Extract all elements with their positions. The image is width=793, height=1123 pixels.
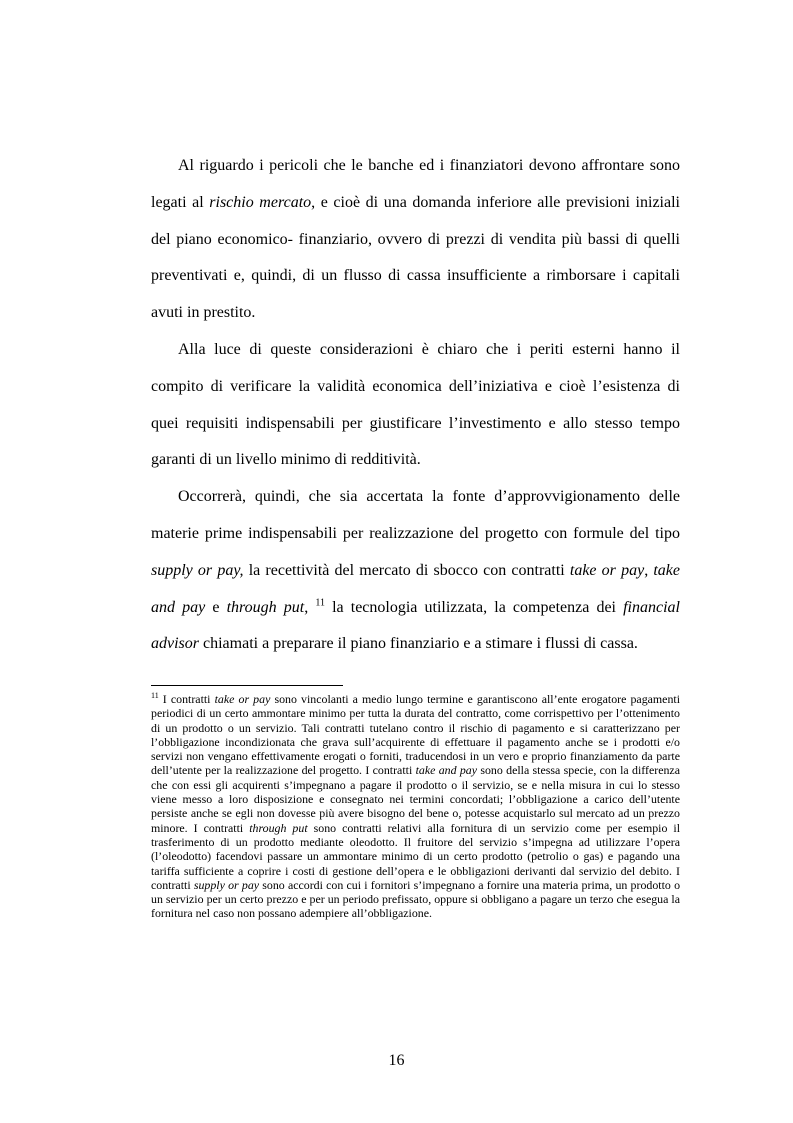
footnote: $^{11}$ I contratti take or pay sono vincolanti a medio lungo termine e garantiscono all’ente erogatore pagamenti periodici di un certo ammontare minimo per tutta la durata del contratto, come corrispettivo per l’ottenimento di un prodotto o un servizio. Tali contratti tutelano contro il rischio di pagamento e si caratterizzano per l’obbligazione incondizionata che grava sull’acquirente di effettuare il pagamento anche se i prodotti e/o servizi non vengano effettivamente erogati o forniti, traducendosi in un vero e proprio finanziamento da parte dell’utente per la realizzazione del progetto. I contratti take and pay sono della stessa specie, con la differenza che con essi gli acquirenti s’impegnano a pagare il prodotto o il servizio, se e nella misura in cui lo stesso viene messo a loro disposizione e consegnato nei termini concordati; l’obbligazione a carico dell’utente persiste anche se egli non dovesse più avere bisogno del bene o, potesse acquistarlo sul mercato ad un prezzo minore. I contratti through put sono contratti relativi alla fornitura di un servizio come per esempio il trasferimento di un prodotto mediante oleodotto. Il fruitore del servizio s’impegna ad utilizzare l’opera (l’oleodotto) facendovi passare un ammontare minimo di un certo prodotto (petrolio o gas) e pagando una tariffa sufficiente a coprire i costi di gestione dell’opera e le obbligazioni derivanti dal servizio del debito. I contratti supply or pay sono accordi con cui i fornitori s’impegnano a fornire una materia prima, un prodotto o un servizio per un certo prezzo e per un periodo prefissato, oppure si obbligano a pagare un terzo che esegua la fornitura nel caso non possano adempiere all’obbligazione.	[151, 691, 681, 921]
italic-term: supply or pay,	[151, 561, 244, 579]
paragraph: Al riguardo i pericoli che le banche ed i finanziatori devono affrontare sono legati al rischio mercato, e cioè di una domanda inferiore alle previsioni iniziali del piano economico- finanziario, ovvero di prezzi di vendita più bassi di quelli preventivati e, quindi, di un flusso di cassa insufficiente a rimborsare i capitali avuti in prestito.	[151, 157, 680, 322]
italic-term: through put	[249, 820, 308, 835]
italic-term: take or pay	[214, 692, 271, 706]
italic-term: take or pay	[569, 561, 645, 579]
italic-term: through put	[226, 598, 305, 616]
footnote-marker: 11	[315, 597, 325, 609]
italic-term: take and pay	[415, 763, 478, 778]
italic-term: supply or pay	[193, 877, 260, 892]
italic-term: take and pay	[151, 561, 681, 616]
italic-term: rischio mercato	[209, 193, 312, 211]
paragraph: Alla luce di queste considerazioni è chiaro che i periti esterni hanno il compito di verificare la validità economica dell’iniziativa e cioè l’esistenza di quei requisiti indispensabili per giustificare l’investimento e allo stesso tempo garanti di un livello minimo di redditività.	[151, 340, 680, 469]
paragraph: Occorrerà, quindi, che sia accertata la fonte d’approvvigionamento delle materie prime indispensabili per realizzazione del progetto con formule del tipo supply or pay, la recettività del mercato di sbocco con contratti take or pay, take and pay e through put, $^{11}$ la tecnologia utilizzata, la competenza dei financial advisor chiamati a preparare il piano finanziario e a stimare i flussi di cassa.	[151, 488, 681, 653]
italic-term: financial advisor	[151, 598, 680, 653]
page-number: 16	[388, 1052, 405, 1069]
body-text	[151, 148, 680, 663]
footnote-marker: 11	[151, 691, 159, 701]
footnote-separator	[151, 685, 343, 686]
